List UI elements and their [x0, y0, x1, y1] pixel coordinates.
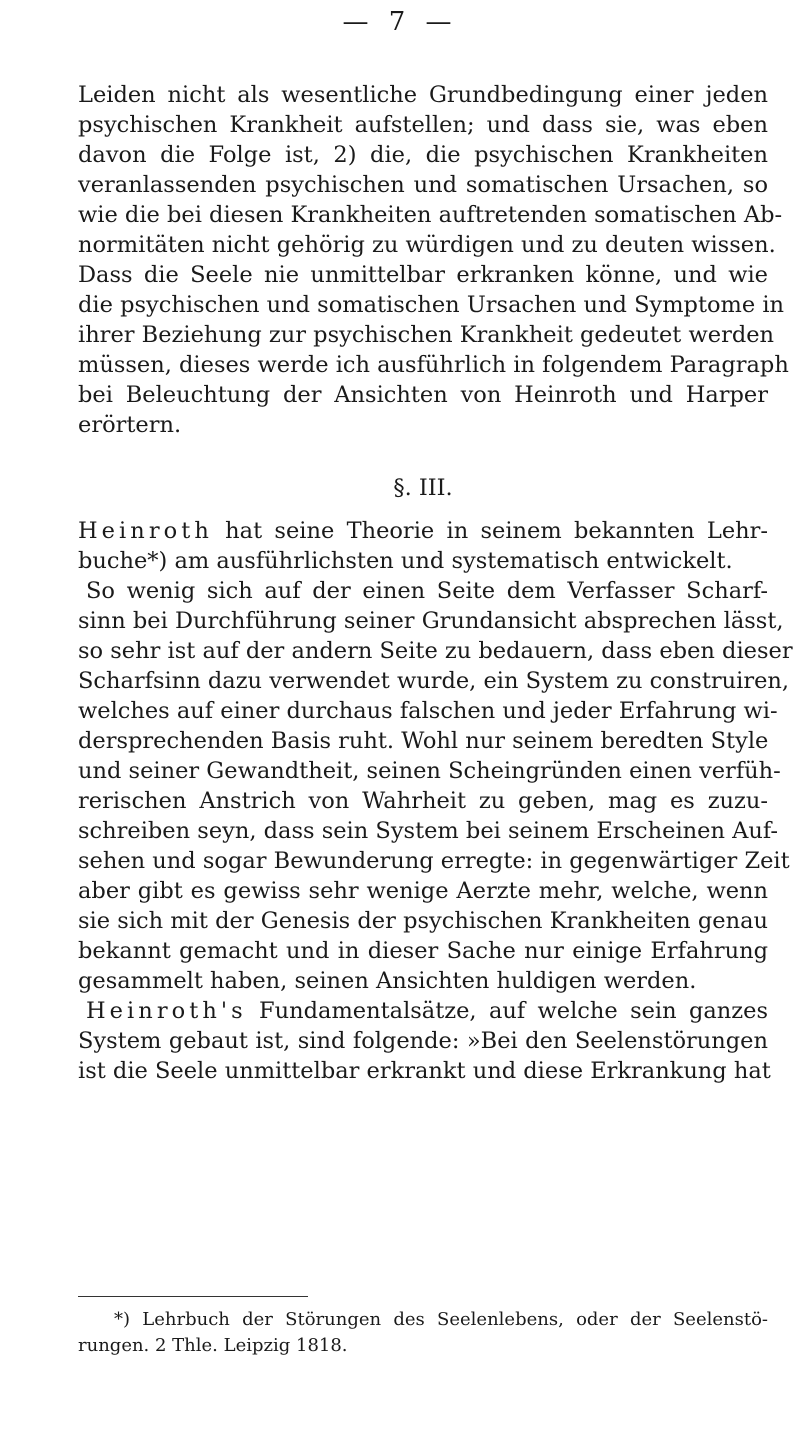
text-line: psychischen Krankheit aufstellen; und dass sie, was eben	[78, 112, 768, 138]
footnote-divider	[78, 1296, 308, 1297]
text-line: gesammelt haben, seinen Ansichten huldigen werden.	[78, 968, 697, 994]
author-name: Heinroth's	[86, 998, 247, 1024]
body-text	[78, 80, 793, 1086]
text-line: und seiner Gewandtheit, seinen Scheingründen einen verfüh-	[78, 758, 781, 784]
text-line: sinn bei Durchführung seiner Grundansicht absprechen lässt,	[78, 608, 784, 634]
text-line: so sehr ist auf der andern Seite zu bedauern, dass eben dieser	[78, 638, 793, 664]
text-line: Leiden nicht als wesentliche Grundbedingung einer jeden	[78, 82, 768, 108]
text-line: welches auf einer durchaus falschen und jeder Erfahrung wi-	[78, 698, 778, 724]
text-line: müssen, dieses werde ich ausführlich in folgendem Paragraph	[78, 352, 789, 378]
text-line: dersprechenden Basis ruht. Wohl nur seinem beredten Style	[78, 728, 769, 754]
text-line: bei Beleuchtung der Ansichten von Heinroth und Harper	[78, 382, 768, 408]
text-line: System gebaut ist, sind folgende: »Bei den Seelenstörungen	[78, 1028, 768, 1054]
text-line: bekannt gemacht und in dieser Sache nur einige Erfahrung	[78, 938, 768, 964]
author-name: Heinroth	[78, 518, 213, 544]
text-line: ihrer Beziehung zur psychischen Krankheit gedeutet werden	[78, 322, 775, 348]
text-line: veranlassenden psychischen und somatischen Ursachen, so	[78, 172, 768, 198]
paragraph-2	[78, 516, 768, 576]
paragraph-3	[78, 576, 793, 996]
text-line: wie die bei diesen Krankheiten auftretenden somatischen Ab-	[78, 202, 783, 228]
text-line: buche*) am ausführlichsten und systematisch entwickelt.	[78, 548, 733, 574]
section-heading: §. III.	[393, 475, 453, 501]
text-line: sehen und sogar Bewunderung erregte: in gegenwärtiger Zeit	[78, 848, 790, 874]
text-line: sie sich mit der Genesis der psychischen Krankheiten genau	[78, 908, 768, 934]
footnote-line: *) Lehrbuch der Störungen des Seelenlebens, oder der Seelenstö-	[114, 1309, 768, 1330]
footnote-line: rungen. 2 Thle. Leipzig 1818.	[78, 1335, 348, 1356]
text-line: davon die Folge ist, 2) die, die psychischen Krankheiten	[78, 142, 768, 168]
footnote	[78, 1307, 768, 1359]
paragraph-1	[78, 80, 789, 440]
text-line: Dass die Seele nie unmittelbar erkranken könne, und wie	[78, 262, 768, 288]
paragraph-4	[78, 996, 771, 1086]
text-line	[78, 996, 768, 1026]
text-line: normitäten nicht gehörig zu würdigen und zu deuten wissen.	[78, 232, 776, 258]
text-span: hat seine Theorie in seinem bekannten Lehr-	[212, 518, 768, 544]
text-line: rerischen Anstrich von Wahrheit zu geben, mag es zuzu-	[78, 788, 768, 814]
text-span: Fundamentalsätze, auf welche sein ganzes	[246, 998, 768, 1024]
text-line: Scharfsinn dazu verwendet wurde, ein System zu construiren,	[78, 668, 790, 694]
text-line: die psychischen und somatischen Ursachen und Symptome in	[78, 292, 785, 318]
page-number: — 7 —	[342, 7, 458, 37]
text-line: schreiben seyn, dass sein System bei seinem Erscheinen Auf-	[78, 818, 778, 844]
text-line: So wenig sich auf der einen Seite dem Verfasser Scharf-	[86, 578, 768, 604]
text-line	[78, 516, 768, 546]
text-line: erörtern.	[78, 412, 182, 438]
text-line: aber gibt es gewiss sehr wenige Aerzte mehr, welche, wenn	[78, 878, 768, 904]
text-line: ist die Seele unmittelbar erkrankt und diese Erkrankung hat	[78, 1058, 771, 1084]
